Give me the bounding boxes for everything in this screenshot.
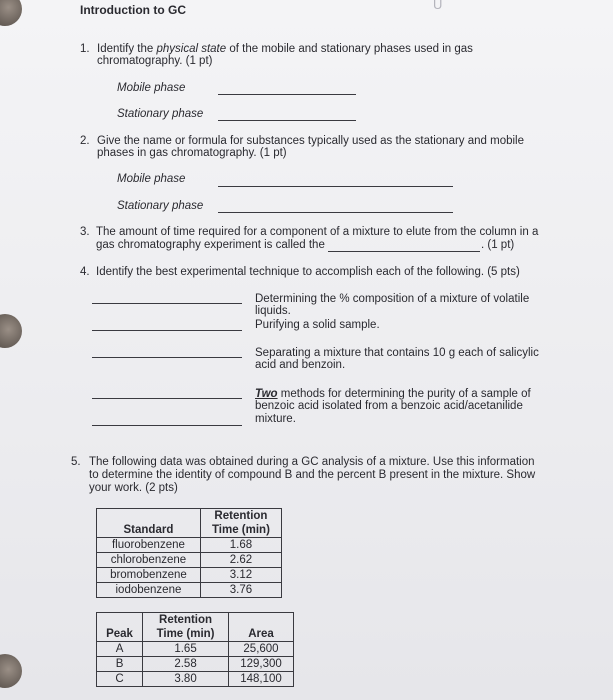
q1-mobile-answer-line[interactable] (218, 94, 356, 95)
binder-hole (0, 654, 22, 688)
q4-item-1-line1: Determining the % composition of a mixture of volatile (255, 293, 530, 305)
q5-text-line1: The following data was obtained during a GC analysis of a mixture. Use this information (89, 456, 535, 468)
table-cell: bromobenzene (97, 568, 201, 583)
table-row (97, 553, 282, 568)
q2-stationary-label: Stationary phase (117, 200, 204, 212)
table-cell: 148,100 (229, 672, 294, 687)
q1-stationary-label: Stationary phase (117, 108, 204, 120)
peaks-header-area: Area (229, 613, 294, 642)
table-row (97, 657, 294, 672)
table-cell: 3.80 (143, 672, 229, 687)
q2-number: 2. (80, 135, 90, 147)
table-row (97, 672, 294, 687)
q3-number: 3. (80, 226, 90, 238)
standards-header-standard: Standard (97, 509, 201, 538)
binder-hole (0, 0, 22, 26)
table-cell: iodobenzene (97, 583, 201, 598)
table-cell: 25,600 (229, 642, 294, 657)
standards-header-retention: Retention Time (min) (200, 509, 281, 538)
table-row (97, 568, 282, 583)
q2-mobile-label: Mobile phase (117, 173, 186, 185)
q2-stationary-answer-line[interactable] (218, 212, 453, 213)
table-cell: C (97, 672, 143, 687)
table-cell: chlorobenzene (97, 553, 201, 568)
page-title: Introduction to GC (80, 3, 186, 17)
q4-answer-line-1[interactable] (92, 303, 242, 304)
q3-text-line2: gas chromatography experiment is called the (96, 239, 325, 251)
q1-text-line2: chromatography. (1 pt) (97, 55, 213, 67)
table-cell: 1.68 (200, 538, 281, 553)
peaks-table (96, 612, 294, 687)
q4-answer-line-4[interactable] (92, 398, 242, 399)
q3-points: . (1 pt) (481, 239, 515, 251)
table-row (97, 538, 282, 553)
q4-item-1-line2: liquids. (255, 305, 291, 317)
standards-table (96, 508, 282, 598)
q4-item-3-line1: Separating a mixture that contains 10 g each of salicylic (255, 347, 539, 359)
q4-item-4-line2: benzoic acid isolated from a benzoic acid/acetanilide (255, 400, 523, 412)
q4-answer-line-5[interactable] (92, 425, 242, 426)
table-cell: A (97, 642, 143, 657)
q3-answer-line[interactable] (328, 251, 480, 252)
peaks-header-peak: Peak (97, 613, 143, 642)
q4-answer-line-2[interactable] (92, 330, 242, 331)
table-cell: 2.62 (200, 553, 281, 568)
q1-number: 1. (80, 43, 90, 55)
table-cell: 3.76 (200, 583, 281, 598)
peaks-header-retention: Retention Time (min) (143, 613, 229, 642)
q2-text-line1: Give the name or formula for substances typically used as the stationary and mobile (97, 135, 524, 147)
table-cell: 2.58 (143, 657, 229, 672)
table-cell: 3.12 (200, 568, 281, 583)
q4-item-4-line3: mixture. (255, 413, 296, 425)
q3-text-line1: The amount of time required for a component of a mixture to elute from the column in a (96, 226, 539, 238)
margin-mark: U (433, 0, 443, 12)
table-cell: B (97, 657, 143, 672)
q1-mobile-label: Mobile phase (117, 82, 186, 94)
binder-hole (0, 314, 22, 348)
table-cell: 129,300 (229, 657, 294, 672)
table-cell: fluorobenzene (97, 538, 201, 553)
q1-stationary-answer-line[interactable] (218, 120, 356, 121)
q2-mobile-answer-line[interactable] (218, 186, 453, 187)
q5-text-line2: to determine the identity of compound B and the percent B present in the mixture. Show (89, 469, 536, 481)
q4-item-3-line2: acid and benzoin. (255, 359, 346, 371)
q4-text: Identify the best experimental technique to accomplish each of the following. (5 pts) (96, 266, 520, 278)
q4-answer-line-3[interactable] (92, 357, 242, 358)
table-cell: 1.65 (143, 642, 229, 657)
q1-text-line1: Identify the physical state of the mobile and stationary phases used in gas (97, 43, 473, 55)
table-row (97, 642, 294, 657)
q4-number: 4. (80, 266, 90, 278)
q4-item-2-line1: Purifying a solid sample. (255, 319, 380, 331)
q2-text-line2: phases in gas chromatography. (1 pt) (97, 147, 287, 159)
table-row (97, 583, 282, 598)
q4-item-4-line1: Two methods for determining the purity of a sample of (255, 388, 531, 400)
q5-text-line3: your work. (2 pts) (89, 482, 178, 494)
q5-number: 5. (71, 456, 81, 468)
